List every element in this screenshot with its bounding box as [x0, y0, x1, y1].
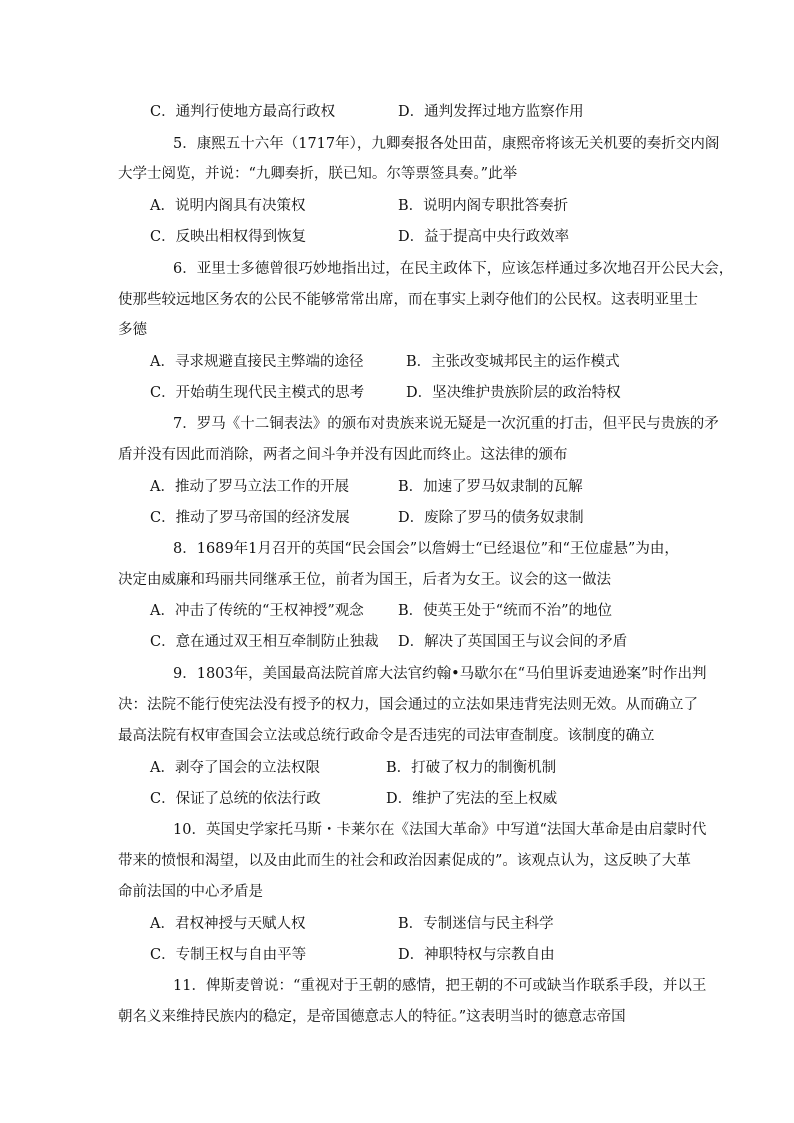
q6-option-c: C．开始萌生现代民主模式的思考 — [150, 385, 365, 401]
q11-stem-line2: 朝名义来维持民族内的稳定，是帝国德意志人的特征。”这表明当时的德意志帝国 — [118, 1009, 626, 1025]
q8-option-b: B．使英王处于“统而不治”的地位 — [398, 603, 612, 619]
q10-option-c: C．专制王权与自由平等 — [150, 947, 307, 963]
q8-option-d: D．解决了英国国王与议会间的矛盾 — [398, 634, 628, 650]
q7-option-d: D．废除了罗马的债务奴隶制 — [398, 510, 584, 526]
q5-stem-line2: 大学士阅览，并说：“九卿奏折，朕已知。尔等票签具奏。”此举 — [118, 166, 518, 182]
q5-option-c: C．反映出相权得到恢复 — [150, 229, 307, 245]
q8-option-c: C．意在通过双王相互牵制防止独裁 — [150, 634, 379, 650]
q7-stem-line1: 7．罗马《十二铜表法》的颁布对贵族来说无疑是一次沉重的打击，但平民与贵族的矛 — [173, 416, 719, 432]
q6-stem-line3: 多德 — [118, 322, 147, 338]
q10-option-d: D．神职特权与宗教自由 — [398, 947, 555, 963]
q8-option-a: A．冲击了传统的“王权神授”观念 — [150, 603, 364, 619]
q5-option-d: D．益于提高中央行政效率 — [398, 229, 570, 245]
q6-option-b: B．主张改变城邦民主的运作模式 — [406, 354, 620, 370]
q6-option-d: D．坚决维护贵族阶层的政治特权 — [406, 385, 621, 401]
q6-stem-line2: 使那些较远地区务农的公民不能够常常出席，而在事实上剥夺他们的公民权。这表明亚里士 — [118, 292, 698, 308]
q11-stem-line1: 11．俾斯麦曾说：“重视对于王朝的感情，把王朝的不可或缺当作联系手段，并以王 — [173, 978, 707, 994]
q10-option-b: B．专制迷信与民主科学 — [398, 916, 554, 932]
q7-option-c: C．推动了罗马帝国的经济发展 — [150, 510, 350, 526]
q4-option-d: D．通判发挥过地方监察作用 — [398, 104, 584, 120]
q5-option-a: A．说明内阁具有决策权 — [150, 198, 306, 214]
q9-option-b: B．打破了权力的制衡机制 — [386, 760, 557, 776]
q6-option-a: A．寻求规避直接民主弊端的途径 — [150, 354, 364, 370]
q10-stem-line3: 命前法国的中心矛盾是 — [118, 884, 263, 900]
q5-stem-line1: 5．康熙五十六年（1717年），九卿奏报各处田苗，康熙帝将该无关机要的奏折交内阁 — [173, 136, 720, 152]
q6-stem-line1: 6．亚里士多德曾很巧妙地指出过，在民主政体下，应该怎样通过多次地召开公民大会， — [173, 261, 734, 277]
q9-stem-line3: 最高法院有权审查国会立法或总统行政命令是否违宪的司法审查制度。该制度的确立 — [118, 728, 655, 744]
q9-option-a: A．剥夺了国会的立法权限 — [150, 760, 320, 776]
q10-stem-line2: 带来的愤恨和渴望，以及由此而生的社会和政治因素促成的”。该观点认为，这反映了大革 — [118, 853, 691, 869]
q7-stem-line2: 盾并没有因此而消除，两者之间斗争并没有因此而终止。这法律的颁布 — [118, 447, 568, 463]
q9-option-c: C．保证了总统的依法行政 — [150, 791, 321, 807]
q7-option-a: A．推动了罗马立法工作的开展 — [150, 479, 349, 495]
q8-stem-line2: 决定由威廉和玛丽共同继承王位，前者为国王，后者为女王。议会的这一做法 — [118, 572, 611, 588]
q5-option-b: B．说明内阁专职批答奏折 — [398, 198, 569, 214]
q10-stem-line1: 10．英国史学家托马斯・卡莱尔在《法国大革命》中写道“法国大革命是由启蒙时代 — [173, 822, 707, 838]
q8-stem-line1: 8．1689年1月召开的英国“民会国会”以詹姆士“已经退位”和“王位虚悬”为由， — [173, 541, 679, 557]
q9-stem-line2: 决：法院不能行使宪法没有授予的权力，国会通过的立法如果违背宪法则无效。从而确立了 — [118, 697, 698, 713]
q4-option-c: C．通判行使地方最高行政权 — [150, 104, 336, 120]
q9-option-d: D．维护了宪法的至上权威 — [386, 791, 558, 807]
q7-option-b: B．加速了罗马奴隶制的瓦解 — [398, 479, 583, 495]
q9-stem-line1: 9．1803年，美国最高法院首席大法官约翰•马歇尔在“马伯里诉麦迪逊案”时作出判 — [173, 666, 707, 682]
q10-option-a: A．君权神授与天赋人权 — [150, 916, 306, 932]
